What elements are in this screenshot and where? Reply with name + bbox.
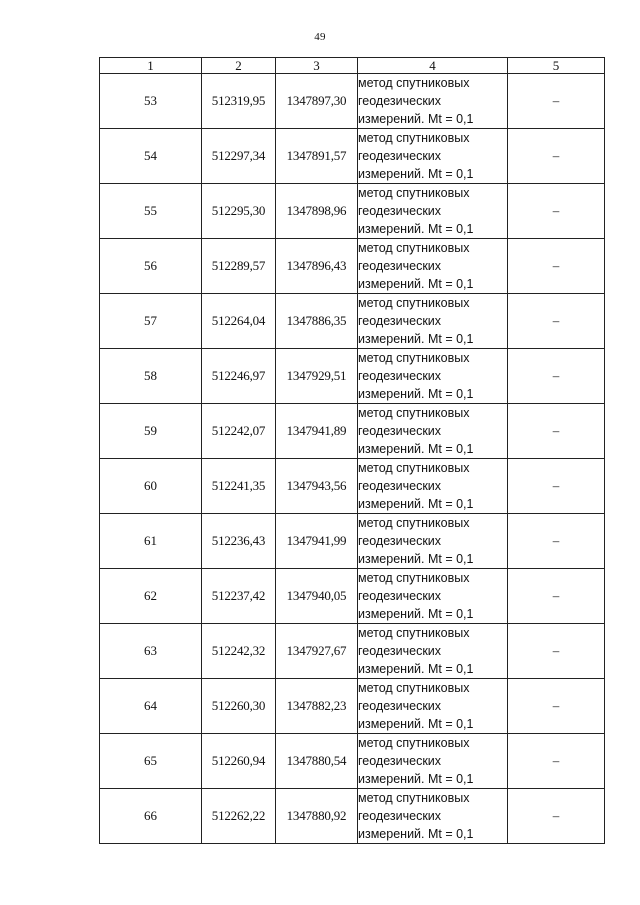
point-number-cell: 53: [100, 74, 202, 129]
table-row: [100, 349, 605, 404]
note-cell: –: [508, 734, 605, 789]
method-line: измерений. Mt = 0,1: [358, 332, 474, 346]
method-line: измерений. Mt = 0,1: [358, 607, 474, 621]
method-line: геодезических: [358, 699, 442, 713]
method-line: измерений. Mt = 0,1: [358, 717, 474, 731]
point-number-cell: 63: [100, 624, 202, 679]
method-line: геодезических: [358, 809, 442, 823]
method-line: метод спутниковых: [358, 241, 470, 255]
table-row: [100, 294, 605, 349]
point-number-cell: 64: [100, 679, 202, 734]
point-number-cell: 62: [100, 569, 202, 624]
x-coordinate-cell: 512295,30: [202, 184, 276, 239]
table-row: [100, 239, 605, 294]
y-coordinate-cell: 1347880,54: [276, 734, 358, 789]
table-row: [100, 734, 605, 789]
method-line: метод спутниковых: [358, 791, 470, 805]
point-number-cell: 66: [100, 789, 202, 844]
note-cell: –: [508, 129, 605, 184]
header-col-3: 3: [276, 58, 358, 74]
header-col-1: 1: [100, 58, 202, 74]
y-coordinate-cell: 1347882,23: [276, 679, 358, 734]
x-coordinate-cell: 512260,94: [202, 734, 276, 789]
y-coordinate-cell: 1347927,67: [276, 624, 358, 679]
note-cell: –: [508, 349, 605, 404]
method-cell: [358, 624, 508, 679]
point-number-cell: 57: [100, 294, 202, 349]
method-cell: [358, 239, 508, 294]
header-col-5: 5: [508, 58, 605, 74]
y-coordinate-cell: 1347896,43: [276, 239, 358, 294]
method-cell: [358, 129, 508, 184]
method-line: метод спутниковых: [358, 131, 470, 145]
x-coordinate-cell: 512264,04: [202, 294, 276, 349]
x-coordinate-cell: 512236,43: [202, 514, 276, 569]
method-line: измерений. Mt = 0,1: [358, 662, 474, 676]
y-coordinate-cell: 1347940,05: [276, 569, 358, 624]
y-coordinate-cell: 1347941,99: [276, 514, 358, 569]
note-cell: –: [508, 184, 605, 239]
y-coordinate-cell: 1347941,89: [276, 404, 358, 459]
header-col-2: 2: [202, 58, 276, 74]
method-line: геодезических: [358, 204, 442, 218]
table-row: [100, 184, 605, 239]
table-row: [100, 514, 605, 569]
y-coordinate-cell: 1347929,51: [276, 349, 358, 404]
y-coordinate-cell: 1347897,30: [276, 74, 358, 129]
y-coordinate-cell: 1347886,35: [276, 294, 358, 349]
method-line: метод спутниковых: [358, 76, 470, 90]
y-coordinate-cell: 1347891,57: [276, 129, 358, 184]
method-cell: [358, 514, 508, 569]
x-coordinate-cell: 512297,34: [202, 129, 276, 184]
method-line: метод спутниковых: [358, 516, 470, 530]
method-line: метод спутниковых: [358, 406, 470, 420]
x-coordinate-cell: 512242,32: [202, 624, 276, 679]
table-row: [100, 404, 605, 459]
method-line: геодезических: [358, 94, 442, 108]
point-number-cell: 58: [100, 349, 202, 404]
note-cell: –: [508, 294, 605, 349]
x-coordinate-cell: 512246,97: [202, 349, 276, 404]
note-cell: –: [508, 239, 605, 294]
method-line: геодезических: [358, 369, 442, 383]
point-number-cell: 54: [100, 129, 202, 184]
method-line: геодезических: [358, 644, 442, 658]
point-number-cell: 60: [100, 459, 202, 514]
method-cell: [358, 74, 508, 129]
method-line: измерений. Mt = 0,1: [358, 552, 474, 566]
note-cell: –: [508, 789, 605, 844]
page-number: 49: [314, 31, 326, 43]
method-line: метод спутниковых: [358, 351, 470, 365]
method-line: измерений. Mt = 0,1: [358, 772, 474, 786]
method-line: геодезических: [358, 479, 442, 493]
note-cell: –: [508, 74, 605, 129]
method-line: геодезических: [358, 424, 442, 438]
note-cell: –: [508, 569, 605, 624]
table-row: [100, 569, 605, 624]
method-line: измерений. Mt = 0,1: [358, 222, 474, 236]
method-cell: [358, 569, 508, 624]
point-number-cell: 65: [100, 734, 202, 789]
x-coordinate-cell: 512262,22: [202, 789, 276, 844]
method-line: метод спутниковых: [358, 461, 470, 475]
x-coordinate-cell: 512260,30: [202, 679, 276, 734]
method-line: метод спутниковых: [358, 186, 470, 200]
method-line: измерений. Mt = 0,1: [358, 497, 474, 511]
method-line: измерений. Mt = 0,1: [358, 277, 474, 291]
table-header: [100, 58, 605, 74]
method-cell: [358, 349, 508, 404]
method-cell: [358, 734, 508, 789]
method-cell: [358, 294, 508, 349]
method-cell: [358, 459, 508, 514]
method-line: метод спутниковых: [358, 296, 470, 310]
table-row: [100, 789, 605, 844]
method-line: геодезических: [358, 754, 442, 768]
method-line: измерений. Mt = 0,1: [358, 167, 474, 181]
note-cell: –: [508, 459, 605, 514]
method-cell: [358, 789, 508, 844]
point-number-cell: 59: [100, 404, 202, 459]
x-coordinate-cell: 512237,42: [202, 569, 276, 624]
method-line: геодезических: [358, 314, 442, 328]
x-coordinate-cell: 512289,57: [202, 239, 276, 294]
y-coordinate-cell: 1347880,92: [276, 789, 358, 844]
method-line: измерений. Mt = 0,1: [358, 387, 474, 401]
y-coordinate-cell: 1347943,56: [276, 459, 358, 514]
point-number-cell: 55: [100, 184, 202, 239]
x-coordinate-cell: 512241,35: [202, 459, 276, 514]
header-col-4: 4: [358, 58, 508, 74]
method-line: измерений. Mt = 0,1: [358, 442, 474, 456]
note-cell: –: [508, 624, 605, 679]
table-row: [100, 129, 605, 184]
method-cell: [358, 184, 508, 239]
note-cell: –: [508, 404, 605, 459]
y-coordinate-cell: 1347898,96: [276, 184, 358, 239]
method-cell: [358, 679, 508, 734]
method-line: геодезических: [358, 589, 442, 603]
method-line: метод спутниковых: [358, 681, 470, 695]
note-cell: –: [508, 679, 605, 734]
coordinates-table: [99, 57, 605, 844]
point-number-cell: 56: [100, 239, 202, 294]
method-line: геодезических: [358, 534, 442, 548]
method-line: метод спутниковых: [358, 626, 470, 640]
method-line: метод спутниковых: [358, 571, 470, 585]
method-cell: [358, 404, 508, 459]
note-cell: –: [508, 514, 605, 569]
point-number-cell: 61: [100, 514, 202, 569]
method-line: геодезических: [358, 149, 442, 163]
x-coordinate-cell: 512319,95: [202, 74, 276, 129]
x-coordinate-cell: 512242,07: [202, 404, 276, 459]
table-row: [100, 624, 605, 679]
table-body: [100, 74, 605, 844]
method-line: измерений. Mt = 0,1: [358, 827, 474, 841]
method-line: метод спутниковых: [358, 736, 470, 750]
table-row: [100, 459, 605, 514]
method-line: измерений. Mt = 0,1: [358, 112, 474, 126]
table-row: [100, 74, 605, 129]
method-line: геодезических: [358, 259, 442, 273]
table-row: [100, 679, 605, 734]
